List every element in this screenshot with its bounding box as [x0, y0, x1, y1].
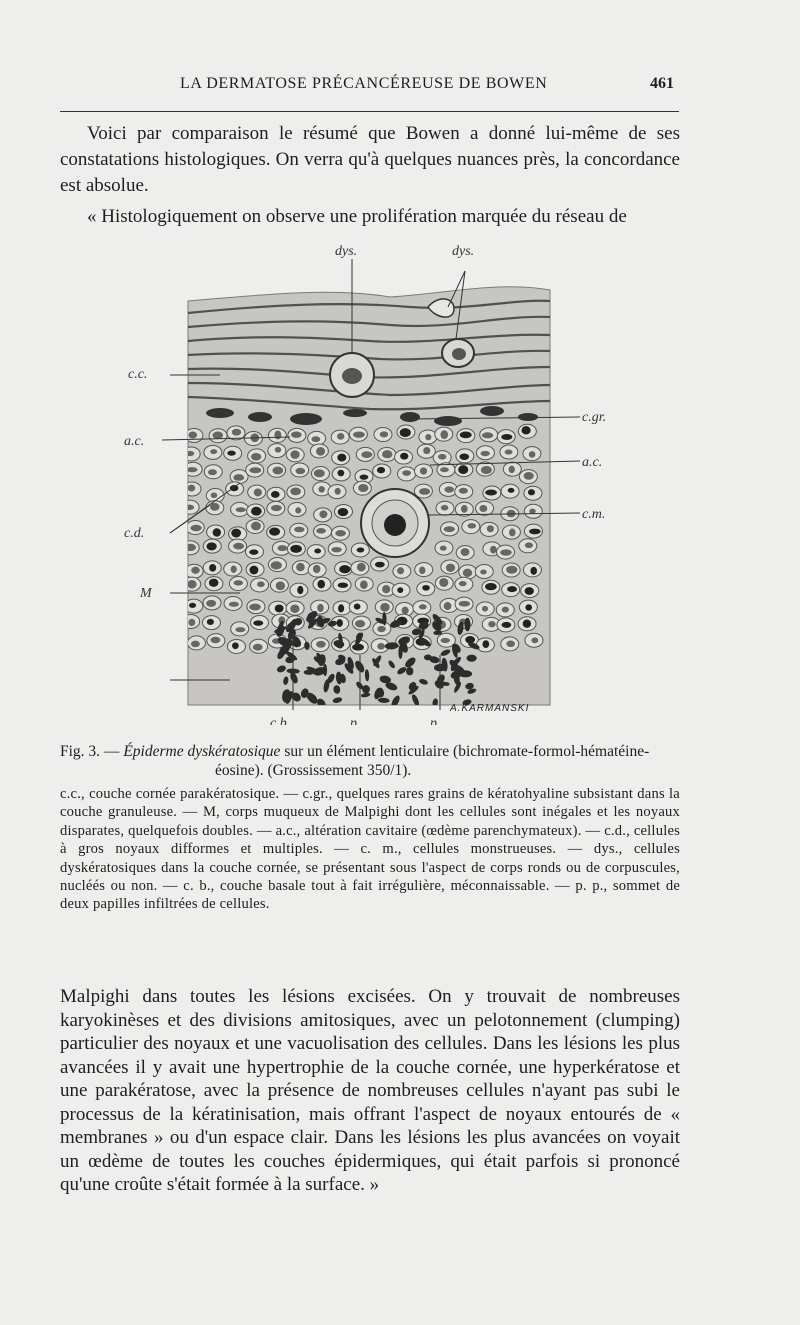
- cell-nucleus: [208, 469, 217, 475]
- cell-nucleus: [290, 450, 299, 459]
- cell-nucleus: [210, 449, 217, 454]
- cell-nucleus: [191, 641, 200, 648]
- cell-nucleus: [459, 488, 468, 494]
- cell-nucleus: [257, 581, 265, 587]
- label-ac-left: a.c.: [124, 434, 145, 449]
- cell-nucleus: [338, 604, 344, 612]
- cell-nucleus: [500, 549, 511, 555]
- cell-nucleus: [317, 604, 324, 612]
- figure-caption: [60, 742, 680, 780]
- cell-nucleus: [463, 569, 472, 577]
- cell-nucleus: [508, 488, 515, 493]
- cell-nucleus: [506, 640, 515, 647]
- cell-nucleus: [338, 583, 348, 588]
- cell-nucleus: [481, 466, 492, 474]
- cell-nucleus: [509, 466, 515, 474]
- cell-nucleus: [290, 605, 299, 614]
- cell-nucleus: [319, 510, 327, 518]
- cell-nucleus: [210, 637, 220, 643]
- cell-nucleus: [525, 587, 534, 595]
- histology-illustration: [110, 235, 670, 725]
- cell-nucleus: [382, 585, 390, 593]
- cell-nucleus: [402, 607, 409, 615]
- cell-nucleus: [290, 488, 301, 496]
- label-dys-left: dys.: [335, 244, 358, 259]
- cell-nucleus: [446, 564, 455, 572]
- cell-nucleus: [337, 619, 343, 627]
- cell-nucleus: [444, 602, 452, 610]
- infiltrate-cell: [406, 667, 413, 675]
- cell-nucleus: [422, 585, 430, 591]
- cell-nucleus: [188, 485, 196, 492]
- header-rule: [60, 111, 679, 112]
- cell-nucleus: [316, 528, 326, 533]
- cell-nucleus: [420, 467, 427, 474]
- cell-nucleus: [525, 604, 532, 610]
- cell-nucleus: [251, 507, 262, 516]
- cell-nucleus: [317, 580, 325, 589]
- cell-nucleus: [360, 580, 368, 589]
- cell-nucleus: [482, 432, 493, 438]
- cell-nucleus: [523, 620, 531, 628]
- cell-nucleus: [439, 578, 448, 587]
- label-cm: c.m.: [582, 507, 606, 522]
- cell-nucleus: [380, 431, 389, 437]
- cell-nucleus: [361, 451, 372, 458]
- cell-nucleus: [419, 567, 425, 575]
- cell-nucleus: [316, 641, 326, 648]
- cell-nucleus: [337, 470, 344, 477]
- artist-signature: A.KARMANSKI: [450, 703, 530, 714]
- cell-nucleus: [419, 604, 427, 609]
- cell-nucleus: [189, 603, 196, 608]
- histology-figure: [110, 235, 670, 725]
- caption-title: Épiderme dyskératosique: [123, 743, 281, 760]
- cell-nucleus: [185, 451, 194, 456]
- cell-nucleus: [423, 447, 430, 454]
- cell-nucleus: [186, 467, 197, 472]
- cell-nucleus: [229, 602, 239, 607]
- cell-nucleus: [232, 642, 239, 649]
- cell-nucleus: [506, 566, 517, 574]
- cell-nucleus: [294, 527, 304, 533]
- cell-nucleus: [233, 543, 244, 550]
- cell-nucleus: [377, 626, 386, 632]
- cell-nucleus: [440, 546, 447, 551]
- cell-nucleus: [397, 587, 403, 593]
- body-paragraph: Malpighi dans toutes les lésions excisées. On y trouvait de nombreuses karyokinèses et des divisions amitosiques, avec un pelotonnement (clumping) particulier des noyaux et une vacuolisation des cellules. Dans les lésions les plus avancées il y avait une hypertrophie de la couche cornée, une hyperkératose et une parakératose, avec la présence de nombreuses cellules n'ayant pas subi le processus de la kératinisation, mais offrant l'aspect de noyaux entourés de « membranes » ou d'un espace clair. Dans les lésions les plus avancées on voyait un œdème de toutes les couches épidermiques, qui était parfois si prononcé qu'une croûte s'était formée à la surface. »: [60, 986, 680, 1195]
- cell-nucleus: [380, 603, 389, 612]
- cell-nucleus: [438, 454, 446, 460]
- cell-nucleus: [521, 426, 530, 434]
- cell-nucleus: [335, 488, 341, 495]
- label-cc: c.c.: [128, 367, 148, 382]
- cell-nucleus: [468, 523, 477, 528]
- cell-nucleus: [249, 566, 258, 575]
- cell-nucleus: [337, 454, 346, 462]
- cell-nucleus: [212, 431, 223, 439]
- cell-nucleus: [337, 433, 344, 440]
- page-number: 461: [650, 75, 674, 92]
- cell-nucleus: [482, 606, 488, 612]
- cell-nucleus: [296, 563, 305, 572]
- cell-nucleus: [275, 604, 284, 612]
- cell-nucleus: [297, 586, 303, 594]
- cell-nucleus: [233, 474, 244, 481]
- cell-nucleus: [460, 431, 472, 438]
- cell-nucleus: [311, 436, 320, 442]
- cell-nucleus: [271, 505, 282, 511]
- cell-nucleus: [461, 505, 468, 513]
- cell-nucleus: [249, 549, 258, 554]
- label-cgr: c.gr.: [582, 410, 607, 425]
- cell-nucleus: [382, 450, 393, 458]
- cell-nucleus: [231, 529, 241, 538]
- cell-nucleus: [207, 619, 214, 625]
- cell-nucleus: [249, 604, 261, 611]
- cell-nucleus: [209, 579, 218, 587]
- cell-nucleus: [271, 561, 282, 569]
- label-M: M: [140, 586, 152, 601]
- dyskeratotic-cell-left: [330, 353, 374, 397]
- cell-nucleus: [358, 484, 368, 492]
- cell-nucleus: [290, 545, 302, 553]
- cell-nucleus: [191, 567, 200, 574]
- cell-nucleus: [490, 546, 497, 554]
- cell-nucleus: [276, 581, 285, 590]
- cell-nucleus: [274, 430, 281, 439]
- cell-nucleus: [249, 467, 261, 473]
- cell-nucleus: [295, 468, 305, 474]
- cell-nucleus: [230, 485, 238, 491]
- cell-nucleus: [465, 636, 475, 643]
- cell-nucleus: [187, 580, 196, 589]
- cell-nucleus: [459, 453, 469, 460]
- cell-nucleus: [360, 474, 369, 479]
- cell-nucleus: [188, 619, 195, 626]
- cell-nucleus: [444, 486, 454, 492]
- cell-nucleus: [485, 489, 497, 495]
- cell-nucleus: [211, 492, 217, 498]
- cell-nucleus: [272, 467, 283, 475]
- cell-nucleus: [227, 451, 235, 456]
- cell-nucleus: [185, 544, 196, 551]
- cell-nucleus: [441, 505, 448, 511]
- cell-nucleus: [339, 565, 350, 573]
- cell-nucleus: [502, 607, 509, 613]
- cell-nucleus: [210, 503, 219, 511]
- cell-nucleus: [400, 428, 411, 437]
- cell-nucleus: [509, 529, 516, 537]
- cell-nucleus: [232, 429, 241, 436]
- cell-nucleus: [531, 637, 538, 643]
- cell-nucleus: [338, 508, 349, 516]
- cell-nucleus: [400, 453, 408, 460]
- cell-nucleus: [458, 465, 468, 474]
- cell-nucleus: [397, 567, 404, 574]
- cell-nucleus: [209, 564, 216, 572]
- cell-nucleus: [482, 640, 489, 648]
- cell-nucleus: [314, 469, 325, 477]
- intro-text: [60, 121, 680, 230]
- monstrous-cell: [361, 489, 429, 557]
- cell-nucleus: [402, 470, 411, 476]
- figure-legend: c.c., couche cornée parakératosique. — c.gr., quelques rares grains de kératohyaline subsistant dans la couche granuleuse. — M, corps muqueux de Malpighi dont les cellules sont inégales et les noyaux disparates, quelquefois doubles. — a.c., altération cavitaire (œdème parenchymateux). — c.d., cellules à gros noyaux difformes et multiples. — c. m., cellules monstrueuses. — dys., cellules dyskératosiques dans la couche cornée, se présentant sous l'aspect de corps ronds ou de corpuscules, nucléés ou non. — c. b., couche basale tout à fait irrégulière, méconnaissable. — p. p., sommet de deux papilles infiltrées de cellules.: [60, 786, 680, 913]
- cell-nucleus: [207, 542, 217, 550]
- cell-nucleus: [357, 547, 365, 552]
- infiltrate-cell: [464, 618, 470, 632]
- label-cd: c.d.: [124, 526, 145, 541]
- cell-nucleus: [355, 620, 365, 628]
- cell-nucleus: [184, 505, 194, 510]
- cell-nucleus: [507, 586, 517, 592]
- cell-nucleus: [254, 488, 262, 496]
- cell-nucleus: [529, 529, 541, 535]
- cell-nucleus: [335, 530, 346, 536]
- cell-nucleus: [353, 431, 365, 437]
- cell-nucleus: [269, 528, 280, 536]
- cell-nucleus: [188, 431, 197, 438]
- cell-nucleus: [480, 451, 489, 456]
- cell-nucleus: [352, 644, 364, 651]
- cell-nucleus: [459, 601, 470, 607]
- label-p-right: p.: [430, 716, 441, 725]
- cell-nucleus: [316, 447, 325, 456]
- cell-nucleus: [440, 467, 449, 472]
- cell-nucleus: [528, 489, 535, 495]
- cell-nucleus: [235, 627, 245, 632]
- intro-paragraph-2: « Histologiquement on observe une prolifération marquée du réseau de: [87, 206, 627, 227]
- cell-nucleus: [459, 581, 467, 586]
- label-ac-right: a.c.: [582, 455, 603, 470]
- cell-nucleus: [444, 526, 455, 532]
- cell-nucleus: [213, 528, 221, 536]
- cell-nucleus: [357, 563, 366, 572]
- cell-nucleus: [487, 525, 494, 532]
- cell-nucleus: [236, 507, 246, 512]
- cell-nucleus: [440, 430, 448, 439]
- cell-nucleus: [375, 562, 385, 568]
- cell-nucleus: [275, 447, 281, 453]
- cell-nucleus: [253, 644, 263, 651]
- intro-paragraph-1: Voici par comparaison le résumé que Bowen a donné lui-même de ses constatations histologiques. On verra qu'à quelques nuances près, la concordance est absolue.: [60, 123, 680, 196]
- cell-nucleus: [480, 569, 487, 574]
- cell-nucleus: [331, 547, 342, 552]
- cell-nucleus: [501, 434, 512, 440]
- cell-nucleus: [278, 545, 288, 551]
- cell-nucleus: [502, 622, 512, 628]
- cell-nucleus: [291, 431, 302, 437]
- cell-nucleus: [313, 565, 321, 573]
- cell-nucleus: [461, 548, 470, 556]
- label-cb: c.b.: [270, 716, 291, 725]
- cell-nucleus: [253, 620, 263, 625]
- cell-nucleus: [206, 600, 216, 607]
- label-dys-right: dys.: [452, 244, 475, 259]
- cell-nucleus: [251, 453, 261, 461]
- cell-nucleus: [479, 505, 487, 512]
- cell-nucleus: [354, 604, 361, 610]
- cell-nucleus: [231, 566, 237, 573]
- label-p-left: p.: [350, 716, 361, 725]
- cell-nucleus: [377, 643, 385, 650]
- cell-nucleus: [190, 525, 201, 531]
- caption-fig-number: Fig. 3. —: [60, 743, 120, 760]
- cell-nucleus: [441, 638, 451, 643]
- cell-nucleus: [524, 472, 534, 480]
- cell-nucleus: [525, 542, 533, 548]
- cell-nucleus: [488, 621, 495, 627]
- caption-rest: sur un élément lenticulaire (bichromate-formol-hématéine-éosine). (Grossissement 350/1).: [215, 743, 650, 779]
- running-title: LA DERMATOSE PRÉCANCÉREUSE DE BOWEN: [180, 75, 548, 92]
- cell-nucleus: [419, 488, 430, 495]
- cell-nucleus: [377, 467, 385, 473]
- cell-nucleus: [234, 580, 244, 585]
- cell-nucleus: [505, 449, 513, 454]
- cell-nucleus: [485, 583, 497, 590]
- cell-nucleus: [318, 486, 324, 493]
- cell-nucleus: [425, 434, 431, 440]
- cell-nucleus: [251, 522, 261, 531]
- cell-nucleus: [295, 507, 301, 513]
- cell-nucleus: [314, 548, 321, 553]
- cell-nucleus: [530, 567, 537, 575]
- cell-nucleus: [529, 451, 536, 458]
- cell-nucleus: [271, 491, 280, 498]
